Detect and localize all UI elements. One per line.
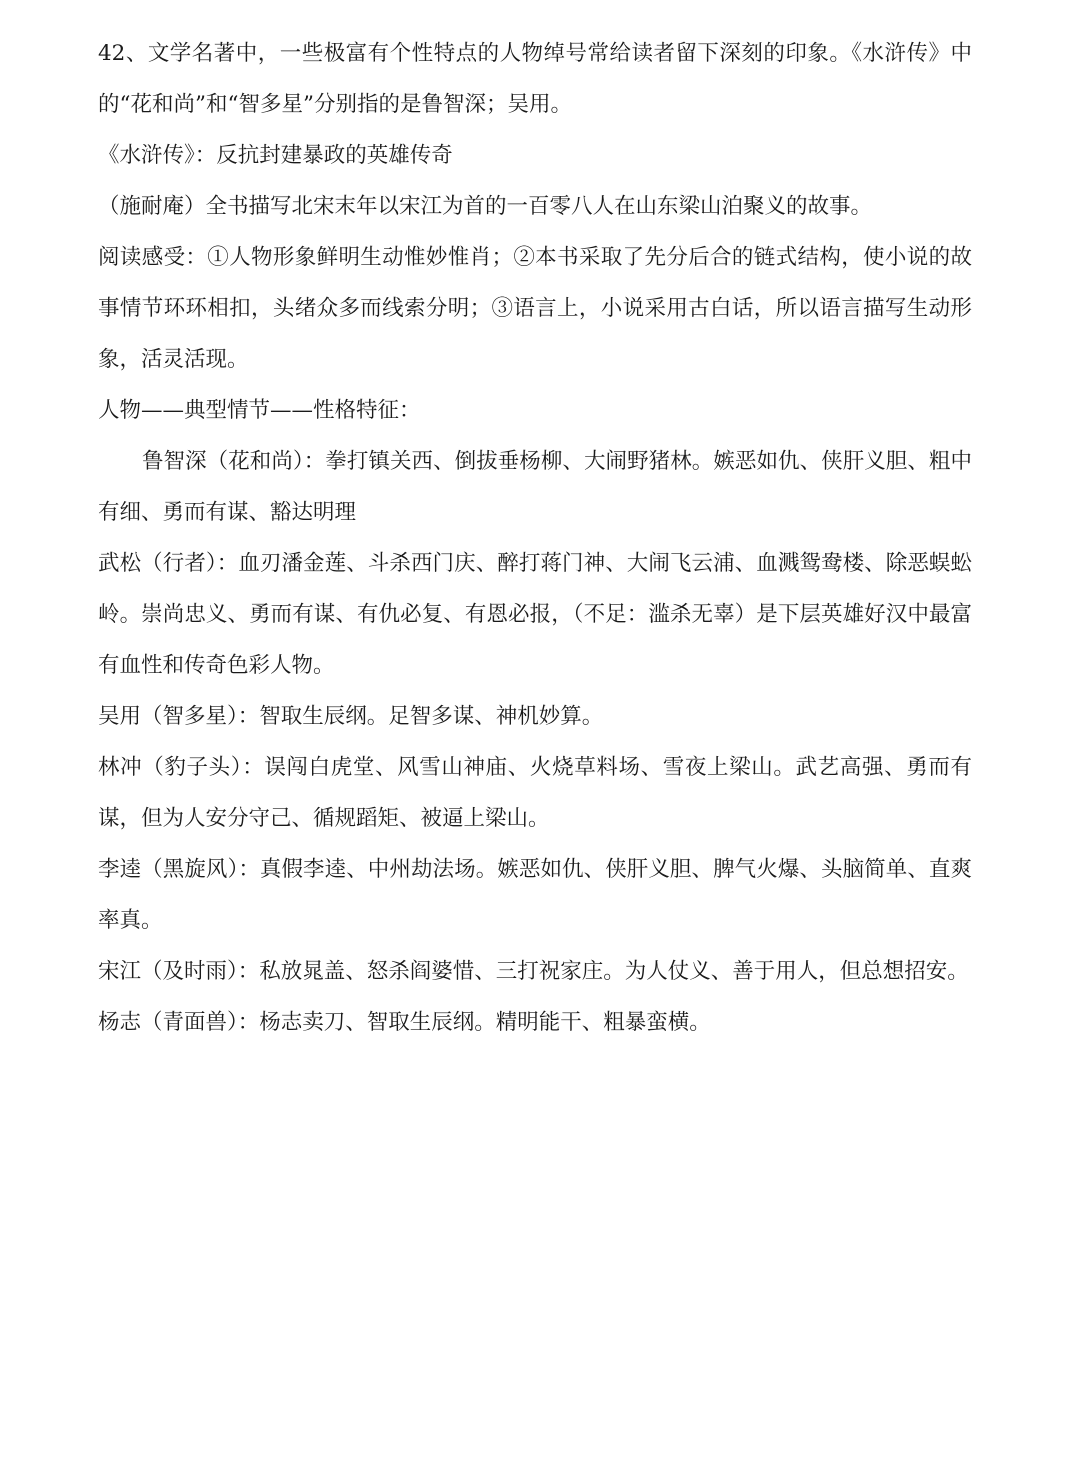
character-entry-lin-chong: 林冲（豹子头）：误闯白虎堂、风雪山神庙、火烧草料场、雪夜上梁山。武艺高强、勇而有谋，但为人安分守己、循规蹈矩、被逼上梁山。 [98, 755, 972, 831]
character-entry-lu-zhishen: 鲁智深（花和尚）：拳打镇关西、倒拔垂杨柳、大闹野猪林。嫉恶如仇、侠肝义胆、粗中有细、勇而有谋、豁达明理 [98, 449, 972, 525]
character-entry-wu-yong: 吴用（智多星）：智取生辰纲。足智多谋、神机妙算。 [98, 704, 604, 729]
book-title-line: 《水浒传》：反抗封建暴政的英雄传奇 [98, 143, 453, 168]
document-page [98, 28, 972, 1048]
character-section-heading: 人物——典型情节——性格特征： [98, 398, 421, 423]
question-paragraph: 42、文学名著中，一些极富有个性特点的人物绰号常给读者留下深刻的印象。《水浒传》中的“花和尚”和“智多星”分别指的是鲁智深；吴用。 [98, 41, 972, 117]
character-entry-song-jiang: 宋江（及时雨）：私放晁盖、怒杀阎婆惜、三打祝家庄。为人仗义、善于用人，但总想招安。 [98, 959, 969, 984]
character-entry-li-kui: 李逵（黑旋风）：真假李逵、中州劫法场。嫉恶如仇、侠肝义胆、脾气火爆、头脑简单、直爽率真。 [98, 857, 972, 933]
character-entry-yang-zhi: 杨志（青面兽）：杨志卖刀、智取生辰纲。精明能干、粗暴蛮横。 [98, 1010, 711, 1035]
reading-impression-paragraph: 阅读感受：①人物形象鲜明生动惟妙惟肖；②本书采取了先分后合的链式结构，使小说的故事情节环环相扣，头绪众多而线索分明；③语言上，小说采用古白话，所以语言描写生动形象，活灵活现。 [98, 245, 972, 372]
character-entry-wu-song: 武松（行者）：血刃潘金莲、斗杀西门庆、醉打蒋门神、大闹飞云浦、血溅鸳鸯楼、除恶蜈蚣岭。崇尚忠义、勇而有谋、有仇必复、有恩必报，（不足：滥杀无辜）是下层英雄好汉中最富有血性和传奇色彩人物。 [98, 551, 972, 678]
author-summary-paragraph: （施耐庵）全书描写北宋末年以宋江为首的一百零八人在山东梁山泊聚义的故事。 [98, 194, 873, 219]
